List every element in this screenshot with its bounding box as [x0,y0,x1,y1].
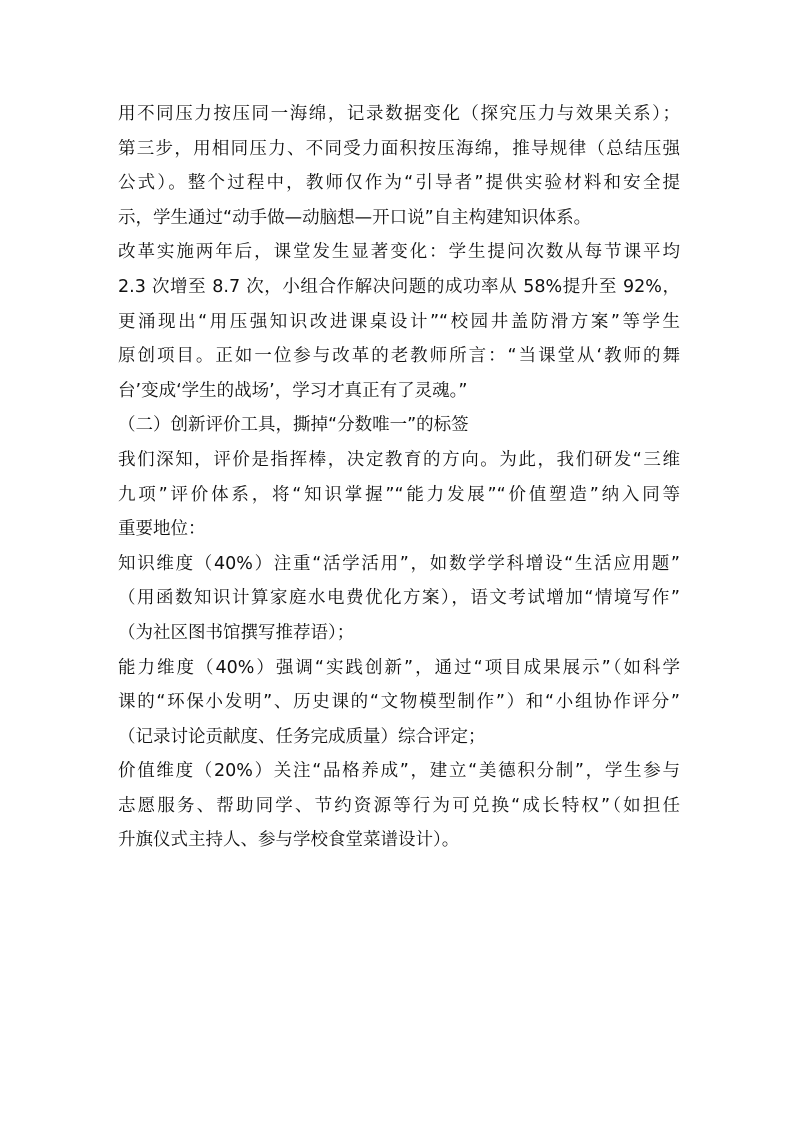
text-line: （用函数知识计算家庭水电费优化方案），语文考试增加“情境写作” [118,588,680,609]
paragraph [118,97,680,235]
paragraph [118,235,680,408]
text-line: 重要地位： [118,519,206,540]
text-line: （为社区图书馆撰写推荐语）； [118,622,355,643]
text-line: 2.3 次增至 8.7 次，小组合作解决问题的成功率从 58%提升至 92%， [118,276,680,297]
text-line: 公式）。整个过程中，教师仅作为“引导者”提供实验材料和安全提 [118,173,680,194]
paragraph [118,443,680,547]
text-line: 我们深知，评价是指挥棒，决定教育的方向。为此，我们研发“三维 [118,449,680,470]
text-line: 价值维度（20%）关注“品格养成”，建立“美德积分制”，学生参与 [118,761,680,782]
document-body [118,97,680,858]
text-line: 原创项目。正如一位参与改革的老教师所言：“当课堂从‘教师的舞 [118,346,680,367]
text-line: 第三步，用相同压力、不同受力面积按压海绵，推导规律（总结压强 [118,138,680,159]
text-line: 改革实施两年后，课堂发生显著变化：学生提问次数从每节课平均 [118,242,680,263]
text-line: 知识维度（40%）注重“活学活用”，如数学学科增设“生活应用题” [118,553,680,574]
paragraph [118,651,680,755]
text-line: 九项”评价体系，将“知识掌握”“能力发展”“价值塑造”纳入同等 [118,484,680,505]
text-line: （记录讨论贡献度、任务完成质量）综合评定； [118,726,486,747]
paragraph [118,547,680,651]
text-line: 能力维度（40%）强调“实践创新”，通过“项目成果展示”（如科学 [118,657,680,678]
paragraph [118,754,680,858]
text-line: 示，学生通过“动手做—动脑想—开口说”自主构建知识体系。 [118,207,592,228]
text-line: 课的“环保小发明”、历史课的“文物模型制作”）和“小组协作评分” [118,692,680,713]
text-line: 志愿服务、帮助同学、节约资源等行为可兑换“成长特权”（如担任 [118,795,680,816]
text-line: 升旗仪式主持人、参与学校食堂菜谱设计）。 [118,830,460,851]
text-line: 台’变成‘学生的战场’，学习才真正有了灵魂。” [118,380,468,401]
text-line: 用不同压力按压同一海绵，记录数据变化（探究压力与效果关系）； [118,104,680,124]
paragraph [118,408,680,443]
text-line: 更涌现出“用压强知识改进课桌设计”“校园井盖防滑方案”等学生 [118,311,680,332]
text-line: （二）创新评价工具，撕掉“分数唯一”的标签 [118,415,469,436]
